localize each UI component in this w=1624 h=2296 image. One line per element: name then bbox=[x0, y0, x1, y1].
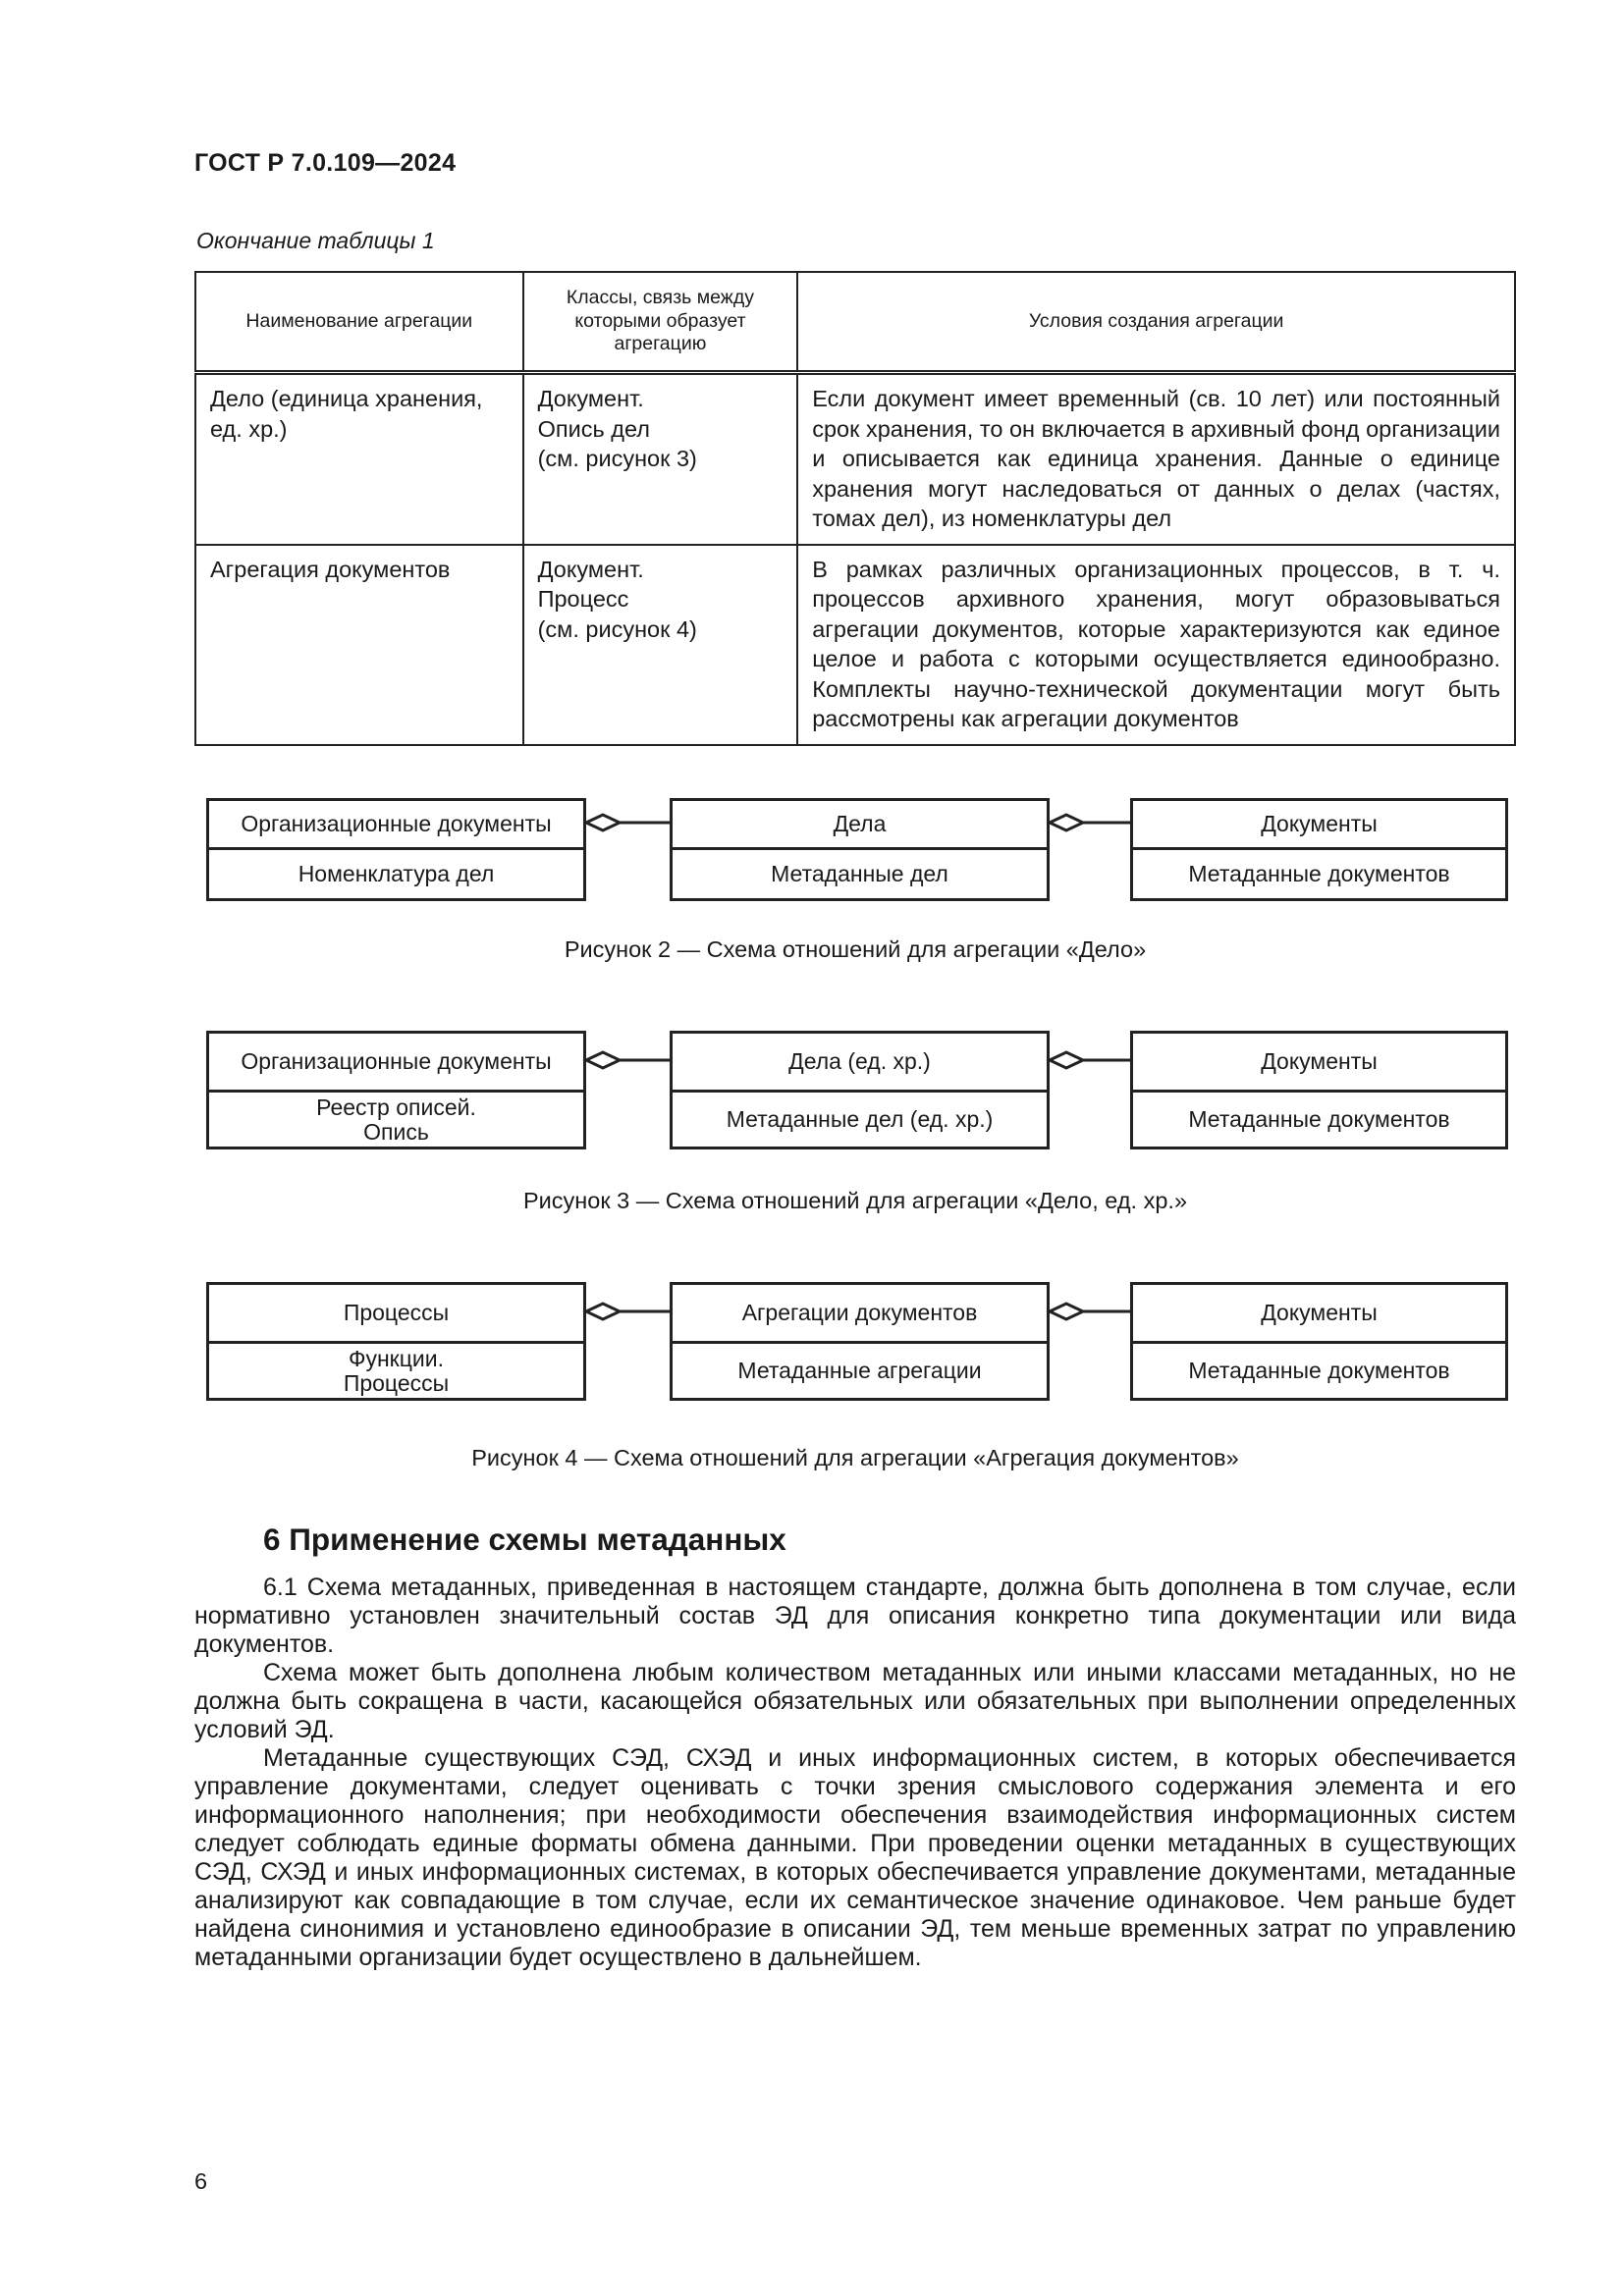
aggregation-connector bbox=[586, 1304, 670, 1319]
class-name: Агрегации документов bbox=[673, 1285, 1047, 1344]
figure-2-diagram bbox=[206, 798, 1508, 901]
aggregation-links bbox=[206, 1282, 1508, 1401]
class-attribute: Номенклатура дел bbox=[298, 861, 495, 886]
class-attribute: Метаданные дел (ед. хр.) bbox=[726, 1106, 994, 1132]
class-name: Документы bbox=[1133, 1034, 1505, 1093]
aggregation-connector bbox=[1050, 1052, 1130, 1068]
conditions-cell: Если документ имеет временный (св. 10 лет) или постоянный срок хранения, то он включается в архивный фонд организации и описывается как единица хранения. Данные о единице хранения могут наследоваться от данных о делах (частях, томах дел), из номенклатуры дел bbox=[797, 373, 1515, 545]
class-name: Организационные документы bbox=[209, 1034, 583, 1093]
classes-line: Документ. bbox=[537, 556, 644, 582]
figure-caption: Рисунок 2 — Схема отношений для агрегации «Дело» bbox=[564, 936, 1147, 962]
aggregation-links bbox=[206, 798, 1508, 901]
aggregation-connector bbox=[586, 1052, 670, 1068]
paragraph: Метаданные существующих СЭД, СХЭД и иных информационных систем, в которых обеспечивается управление документами, следует оценивать с точки зрения смыслового содержания элемента и его информационного наполнения; при необходимости обеспечения взаимодействия информационных систем следует соблюдать единые форматы обмена данными. При проведении оценки метаданных в существующих СЭД, СХЭД и иных информационных системах, в которых обеспечивается управление документами, метаданные анализируют как совпадающие в том случае, если их семантическое значение одинаковое. Чем раньше будет найдена синонимия и установлено единообразие в описании ЭД, тем меньше временных затрат по управлению метаданными организации будет осуществлено в дальнейшем. bbox=[194, 1744, 1516, 1971]
aggregation-name-cell: Дело (единица хранения, ед. хр.) bbox=[195, 373, 523, 545]
class-name: Документы bbox=[1133, 801, 1505, 850]
column-header: Наименование агрегации bbox=[195, 272, 523, 373]
figure-caption: Рисунок 3 — Схема отношений для агрегации «Дело, ед. хр.» bbox=[522, 1188, 1188, 1213]
figure-caption: Рисунок 4 — Схема отношений для агрегации «Агрегация документов» bbox=[471, 1445, 1239, 1470]
table-row bbox=[195, 373, 1515, 545]
aggregation-links bbox=[206, 1031, 1508, 1149]
class-name: Процессы bbox=[209, 1285, 583, 1344]
class-attribute: Реестр описей. Опись bbox=[316, 1094, 476, 1145]
figure-4-diagram bbox=[206, 1282, 1508, 1401]
column-header: Условия создания агрегации bbox=[797, 272, 1515, 373]
class-name: Организационные документы bbox=[209, 801, 583, 850]
document-header: ГОСТ Р 7.0.109—2024 bbox=[194, 149, 457, 177]
aggregation-connector bbox=[586, 815, 670, 830]
class-attribute: Метаданные документов bbox=[1188, 1106, 1450, 1132]
class-attribute: Метаданные документов bbox=[1188, 1358, 1450, 1383]
class-attribute: Метаданные документов bbox=[1188, 861, 1450, 886]
aggregation-name-cell: Агрегация документов bbox=[195, 545, 523, 745]
class-name: Дела (ед. хр.) bbox=[673, 1034, 1047, 1093]
class-name: Документы bbox=[1133, 1285, 1505, 1344]
section-heading: 6 Применение схемы метаданных bbox=[263, 1522, 786, 1557]
aggregation-table bbox=[194, 271, 1516, 746]
column-header: Классы, связь между которыми образует агрегацию bbox=[523, 272, 798, 373]
classes-line: (см. рисунок 4) bbox=[537, 615, 697, 642]
class-name: Дела bbox=[673, 801, 1047, 850]
class-attribute: Функции. Процессы bbox=[343, 1345, 450, 1396]
table-caption: Окончание таблицы 1 bbox=[196, 228, 435, 253]
paragraph: 6.1 Схема метаданных, приведенная в настоящем стандарте, должна быть дополнена в том случае, если нормативно установлен значительный состав ЭД для описания конкретно типа документации или вида документов. bbox=[194, 1574, 1516, 1658]
section-body bbox=[194, 1574, 1516, 1972]
classes-line: Документ. bbox=[537, 386, 644, 411]
aggregation-connector bbox=[1050, 815, 1130, 830]
table-row bbox=[195, 545, 1515, 745]
class-attribute: Метаданные дел bbox=[771, 861, 948, 886]
conditions-cell: В рамках различных организационных процессов, в т. ч. процессов архивного хранения, могут образовываться агрегации документов, которые характеризуются как единое целое и работа с которыми осуществляется единообразно. Комплекты научно-технической документации могут быть рассмотрены как агрегации документов bbox=[797, 545, 1515, 745]
classes-line: Процесс bbox=[537, 586, 629, 612]
classes-line: (см. рисунок 3) bbox=[537, 446, 697, 471]
aggregation-connector bbox=[1050, 1304, 1130, 1319]
figure-3-diagram bbox=[206, 1031, 1508, 1149]
classes-cell bbox=[523, 545, 798, 745]
table-header-row bbox=[195, 272, 1515, 373]
class-attribute: Метаданные агрегации bbox=[737, 1358, 982, 1383]
classes-line: Опись дел bbox=[537, 415, 650, 442]
page-number: 6 bbox=[194, 2168, 208, 2194]
paragraph: Схема может быть дополнена любым количеством метаданных или иными классами метаданных, но не должна быть сокращена в части, касающейся обязательных или обязательных при выполнении определенных условий ЭД. bbox=[194, 1659, 1516, 1743]
classes-cell bbox=[523, 373, 798, 545]
